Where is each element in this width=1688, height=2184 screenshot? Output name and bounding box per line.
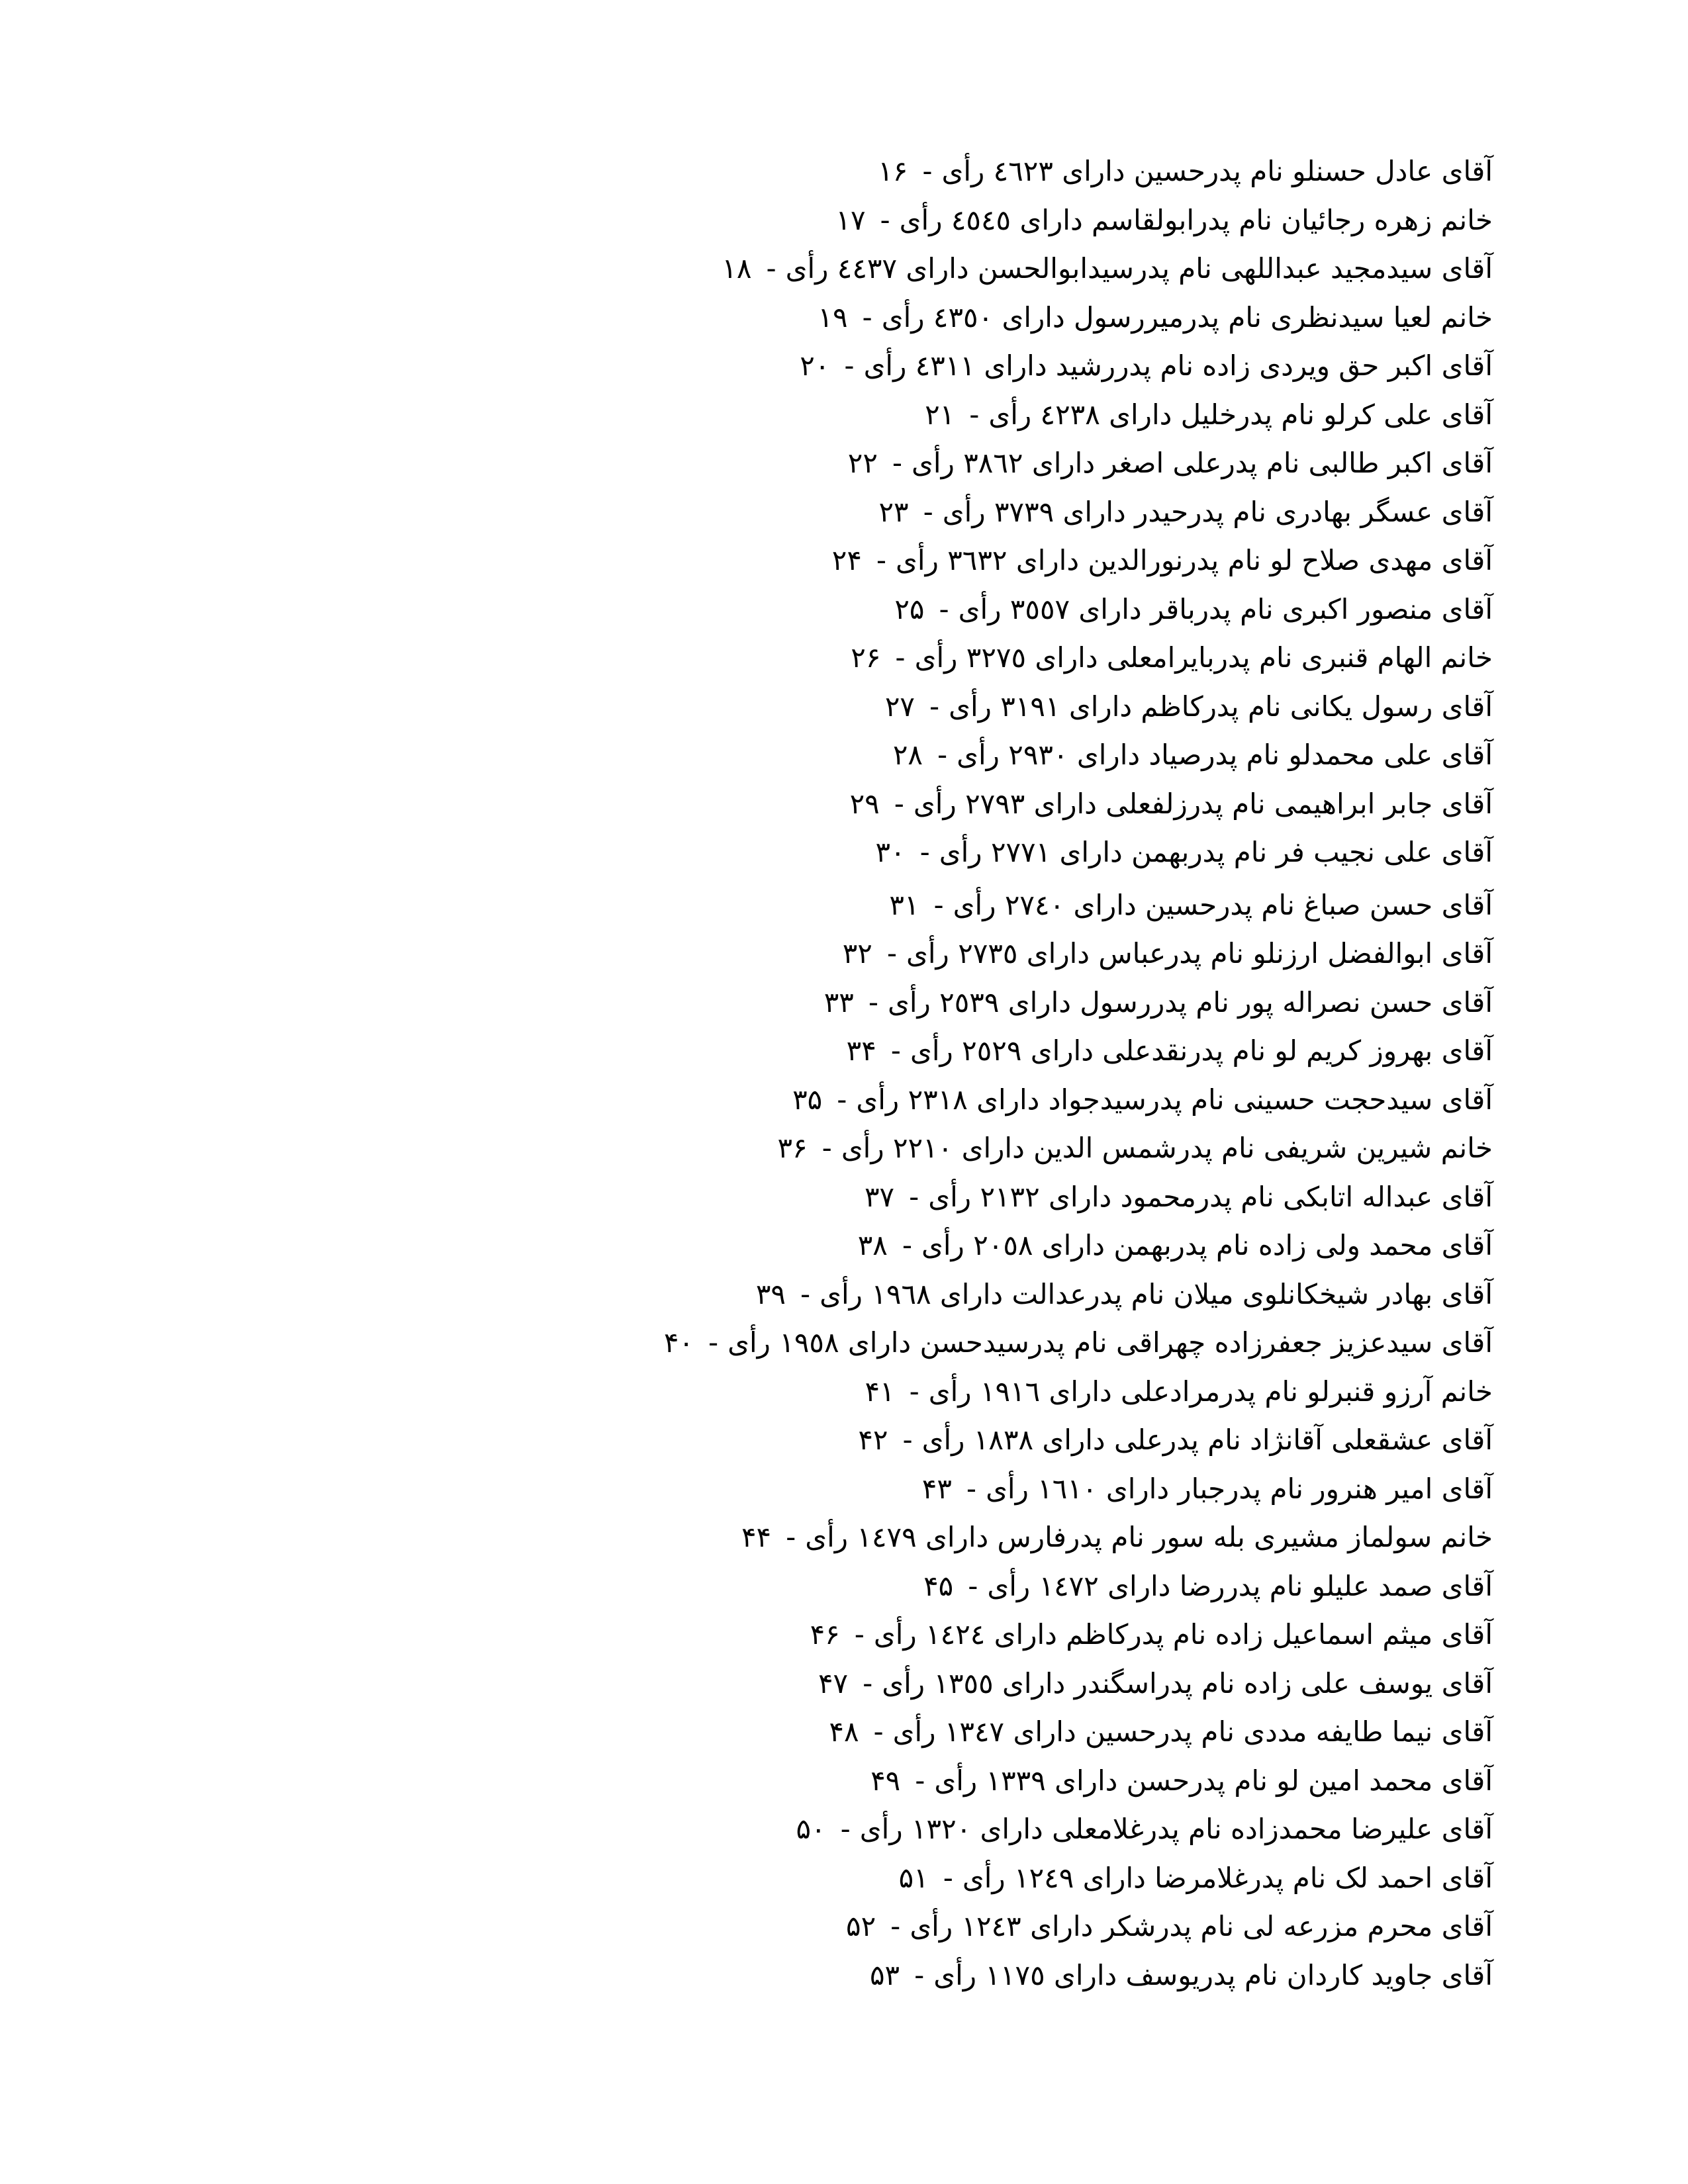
entry-text: خانم سولماز مشیری بله سور نام پدرفارس دارای ١٤٧٩ رأی [805, 1521, 1493, 1553]
entry-text: آقای نیما طایفه مددی نام پدرحسین دارای ١٣٤٧ رأی [892, 1715, 1493, 1748]
entry-number: ۳۶ [777, 1132, 808, 1164]
entry-text: آقای سیدمجید عبداللهی نام پدرسیدابوالحسن دارای ٤٤٣٧ رأی [785, 252, 1493, 285]
entry-number: ۳۱ [889, 888, 919, 921]
entry-dash: - [800, 1277, 811, 1310]
entry-dash: - [873, 1715, 884, 1748]
entry-text: آقای عسگر بهادری نام پدرحیدر دارای ٣٧٣٩ رأی [942, 495, 1493, 528]
list-item [818, 1659, 1493, 1708]
list-item [879, 488, 1493, 537]
entry-dash: - [895, 641, 906, 674]
entry-number: ۲۹ [849, 787, 880, 820]
entry-dash: - [892, 447, 903, 479]
list-item [889, 881, 1493, 930]
entry-text: آقای عادل حسنلو نام پدرحسین دارای ٤٦٢٣ رأی [941, 155, 1493, 187]
entry-text: آقای مهدی صلاح لو نام پدرنورالدین دارای ٣٦٣٢ رأی [896, 544, 1493, 576]
list-item [878, 147, 1493, 196]
list-item [858, 1416, 1493, 1465]
entry-text: خانم آرزو قنبرلو نام پدرمرادعلی دارای ١٩١٦ رأی [928, 1375, 1493, 1408]
list-item [894, 585, 1493, 634]
list-item [858, 1221, 1493, 1270]
entry-dash: - [876, 544, 887, 576]
entry-dash: - [854, 1618, 865, 1651]
entry-text: آقای محرم مزرعه لی نام پدرشکر دارای ١٢٤٣ رأی [910, 1910, 1493, 1942]
entry-dash: - [919, 836, 930, 868]
entry-number: ۴۴ [741, 1521, 772, 1553]
entry-number: ۴۶ [810, 1618, 840, 1651]
entry-number: ۳۷ [864, 1180, 895, 1213]
entry-number: ۴۵ [923, 1569, 954, 1602]
entry-number: ۴۷ [818, 1666, 849, 1700]
entry-text: آقای عبداله اتابکی نام پدرمحمود دارای ٢١٣٢ رأی [928, 1180, 1493, 1213]
entry-text: آقای سیدحجت حسینی نام پدرسیدجواد دارای ٢٣١٨ رأی [856, 1083, 1493, 1116]
entry-number: ۱۸ [722, 252, 752, 285]
entry-dash: - [862, 300, 872, 334]
entry-text: آقای صمد علیلو نام پدررضا دارای ١٤٧٢ رأی [987, 1569, 1493, 1602]
list-item [722, 244, 1493, 293]
entry-number: ۴۸ [829, 1715, 859, 1748]
entry-dash: - [902, 1229, 913, 1261]
entry-dash: - [844, 349, 855, 382]
entry-text: آقای علی نجیب فر نام پدربهمن دارای ٢٧٧١ رأی [939, 836, 1493, 868]
list-item [664, 1318, 1493, 1367]
entry-dash: - [868, 985, 878, 1019]
entry-dash: - [929, 690, 940, 723]
list-item [741, 1513, 1493, 1562]
entry-number: ۲۴ [831, 544, 862, 576]
list-item [843, 929, 1493, 978]
entry-dash: - [966, 1472, 977, 1505]
entry-dash: - [909, 1375, 919, 1408]
entry-text: آقای جاوید کاردان نام پدریوسف دارای ١١٧٥ رأی [933, 1958, 1493, 1991]
list-item [922, 1465, 1493, 1514]
entry-text: آقای بهادر شیخکانلوی میلان نام پدرعدالت دارای ١٩٦٨ رأی [820, 1277, 1493, 1310]
entry-text: خانم شیرین شریفی نام پدرشمس الدین دارای ٢٢١٠ رأی [841, 1132, 1493, 1164]
list-item [756, 1270, 1493, 1319]
entry-number: ۱۷ [835, 203, 866, 236]
list-item [865, 1173, 1493, 1222]
entry-dash: - [821, 1132, 832, 1164]
entry-dash: - [886, 937, 898, 970]
entry-number: ۱۹ [818, 300, 848, 334]
entry-dash: - [786, 1521, 796, 1553]
list-item [792, 1075, 1493, 1124]
entry-text: آقای علی محمدلو نام پدرصیاد دارای ٢٩٣٠ رأی [957, 739, 1493, 771]
entry-number: ۳۴ [846, 1034, 876, 1067]
entry-text: آقای حسن نصراله پور نام پدررسول دارای ٢٥٣٩ رأی [887, 985, 1493, 1019]
list-item [885, 682, 1493, 731]
entry-dash: - [909, 1180, 919, 1213]
entry-number: ۵۳ [869, 1958, 900, 1991]
list-item [824, 978, 1493, 1027]
entry-number: ۵۲ [846, 1910, 876, 1942]
entry-text: آقای منصور اکبری نام پدرباقر دارای ٣٥٥٧ رأی [958, 592, 1493, 625]
entry-dash: - [943, 1861, 953, 1894]
entry-number: ۴۰ [663, 1326, 694, 1359]
entry-text: آقای یوسف علی زاده نام پدراسگندر دارای ١٣٥٥ رأی [882, 1666, 1493, 1700]
entry-dash: - [840, 1813, 851, 1845]
list-item [850, 780, 1493, 829]
entry-number: ۳۰ [875, 836, 906, 868]
entry-dash: - [937, 739, 948, 771]
entry-number: ۴۳ [921, 1472, 952, 1505]
entry-number: ۳۸ [857, 1229, 888, 1261]
list-item [893, 731, 1493, 780]
list-item [778, 1124, 1493, 1173]
list-item [810, 1610, 1493, 1659]
entry-dash: - [708, 1326, 719, 1359]
entry-dash: - [969, 398, 980, 431]
list-item [870, 1756, 1493, 1805]
entry-number: ۲۱ [925, 398, 955, 431]
entry-text: آقای علی کرلو نام پدرخلیل دارای ٤٢٣٨ رأی [988, 398, 1493, 431]
list-item [923, 1562, 1493, 1611]
entry-text: آقای ابوالفضل ارزنلو نام پدرعباس دارای ٢٧٣٥ رأی [906, 937, 1493, 970]
entry-text: خانم الهام قنبری نام پدربایرامعلی دارای ٣٢٧٥ رأی [914, 641, 1493, 674]
entry-number: ۳۹ [755, 1277, 786, 1310]
entry-text: آقای جابر ابراهیمی نام پدرزلفعلی دارای ٢٧٩٣ رأی [913, 787, 1493, 820]
entry-number: ۴۹ [870, 1764, 901, 1797]
entry-dash: - [890, 1910, 901, 1942]
list-item [796, 1805, 1493, 1854]
entry-number: ۳۵ [792, 1083, 823, 1116]
list-item [847, 1026, 1493, 1075]
entry-number: ۲۲ [847, 447, 878, 479]
list-item [925, 390, 1493, 439]
entry-number: ۲۳ [878, 495, 909, 528]
entry-text: آقای امیر هنرور نام پدرجبار دارای ١٦١٠ رأی [986, 1472, 1493, 1505]
list-item [848, 439, 1493, 488]
entry-number: ۳۳ [823, 985, 854, 1019]
entry-dash: - [968, 1569, 978, 1602]
entry-dash: - [923, 495, 933, 528]
entry-number: ۴۲ [858, 1424, 888, 1456]
entry-text: آقای بهروز کریم لو نام پدرنقدعلی دارای ٢٥٢٩ رأی [910, 1034, 1493, 1067]
entry-dash: - [915, 1764, 925, 1797]
entry-text: آقای اکبر حق ویردی زاده نام پدررشید دارای ٤٣١١ رأی [863, 349, 1493, 382]
entry-dash: - [933, 888, 944, 921]
entry-dash: - [902, 1424, 913, 1456]
election-results-list [0, 132, 1688, 2052]
entry-dash: - [894, 787, 904, 820]
entry-dash: - [939, 592, 949, 625]
entry-text: آقای رسول یکانی نام پدرکاظم دارای ٣١٩١ رأی [949, 690, 1493, 723]
list-item [870, 1951, 1493, 2000]
list-item [818, 293, 1493, 342]
entry-dash: - [766, 252, 776, 285]
list-item [899, 1854, 1493, 1903]
entry-text: خانم لعیا سیدنظری نام پدرمیررسول دارای ٤٣٥٠ رأی [881, 300, 1493, 334]
entry-text: آقای محمد امین لو نام پدرحسن دارای ١٣٣٩ رأی [934, 1764, 1493, 1797]
list-item [800, 341, 1493, 390]
list-item [829, 1707, 1493, 1756]
entry-number: ۲۶ [851, 641, 881, 674]
entry-text: آقای محمد ولی زاده نام پدربهمن دارای ٢٠٥٨ رأی [921, 1229, 1493, 1261]
entry-number: ۲۵ [894, 592, 925, 625]
list-item [875, 828, 1493, 877]
entry-text: آقای عشقعلی آقانژاد نام پدرعلی دارای ١٨٣٨ رأی [921, 1424, 1493, 1456]
entry-number: ۲۸ [892, 739, 923, 771]
entry-number: ۲۰ [800, 349, 830, 382]
entry-text: آقای علیرضا محمدزاده نام پدرغلامعلی دارای ١٣٢٠ رأی [859, 1813, 1493, 1845]
entry-number: ۵۰ [796, 1813, 826, 1845]
entry-number: ۳۲ [842, 937, 872, 970]
entry-number: ۲۷ [884, 690, 915, 723]
entry-number: ۱۶ [878, 155, 908, 187]
list-item [851, 633, 1493, 682]
list-item [865, 1367, 1493, 1416]
entry-text: خانم زهره رجائیان نام پدرابولقاسم دارای ٤٥٤٥ رأی [899, 203, 1493, 236]
entry-dash: - [863, 1666, 873, 1700]
entry-text: آقای اکبر طالبی نام پدرعلی اصغر دارای ٣٨٦٢ رأی [912, 447, 1493, 479]
entry-dash: - [922, 155, 933, 187]
entry-text: آقای سیدعزیز جعفرزاده چهراقی نام پدرسیدحسن دارای ١٩٥٨ رأی [727, 1326, 1493, 1359]
entry-number: ۵۱ [898, 1861, 929, 1894]
list-item [832, 536, 1493, 585]
entry-number: ۴۱ [865, 1375, 895, 1408]
entry-text: آقای میثم اسماعیل زاده نام پدرکاظم دارای ١٤٢٤ رأی [873, 1618, 1493, 1651]
list-item [846, 1902, 1493, 1951]
entry-dash: - [880, 203, 890, 236]
entry-dash: - [914, 1958, 925, 1991]
entry-dash: - [890, 1034, 901, 1067]
list-item [835, 196, 1493, 245]
entry-text: آقای حسن صباغ نام پدرحسین دارای ٢٧٤٠ رأی [953, 888, 1493, 921]
entry-dash: - [837, 1083, 847, 1116]
entry-text: آقای احمد لک نام پدرغلامرضا دارای ١٢٤٩ رأی [962, 1861, 1493, 1894]
